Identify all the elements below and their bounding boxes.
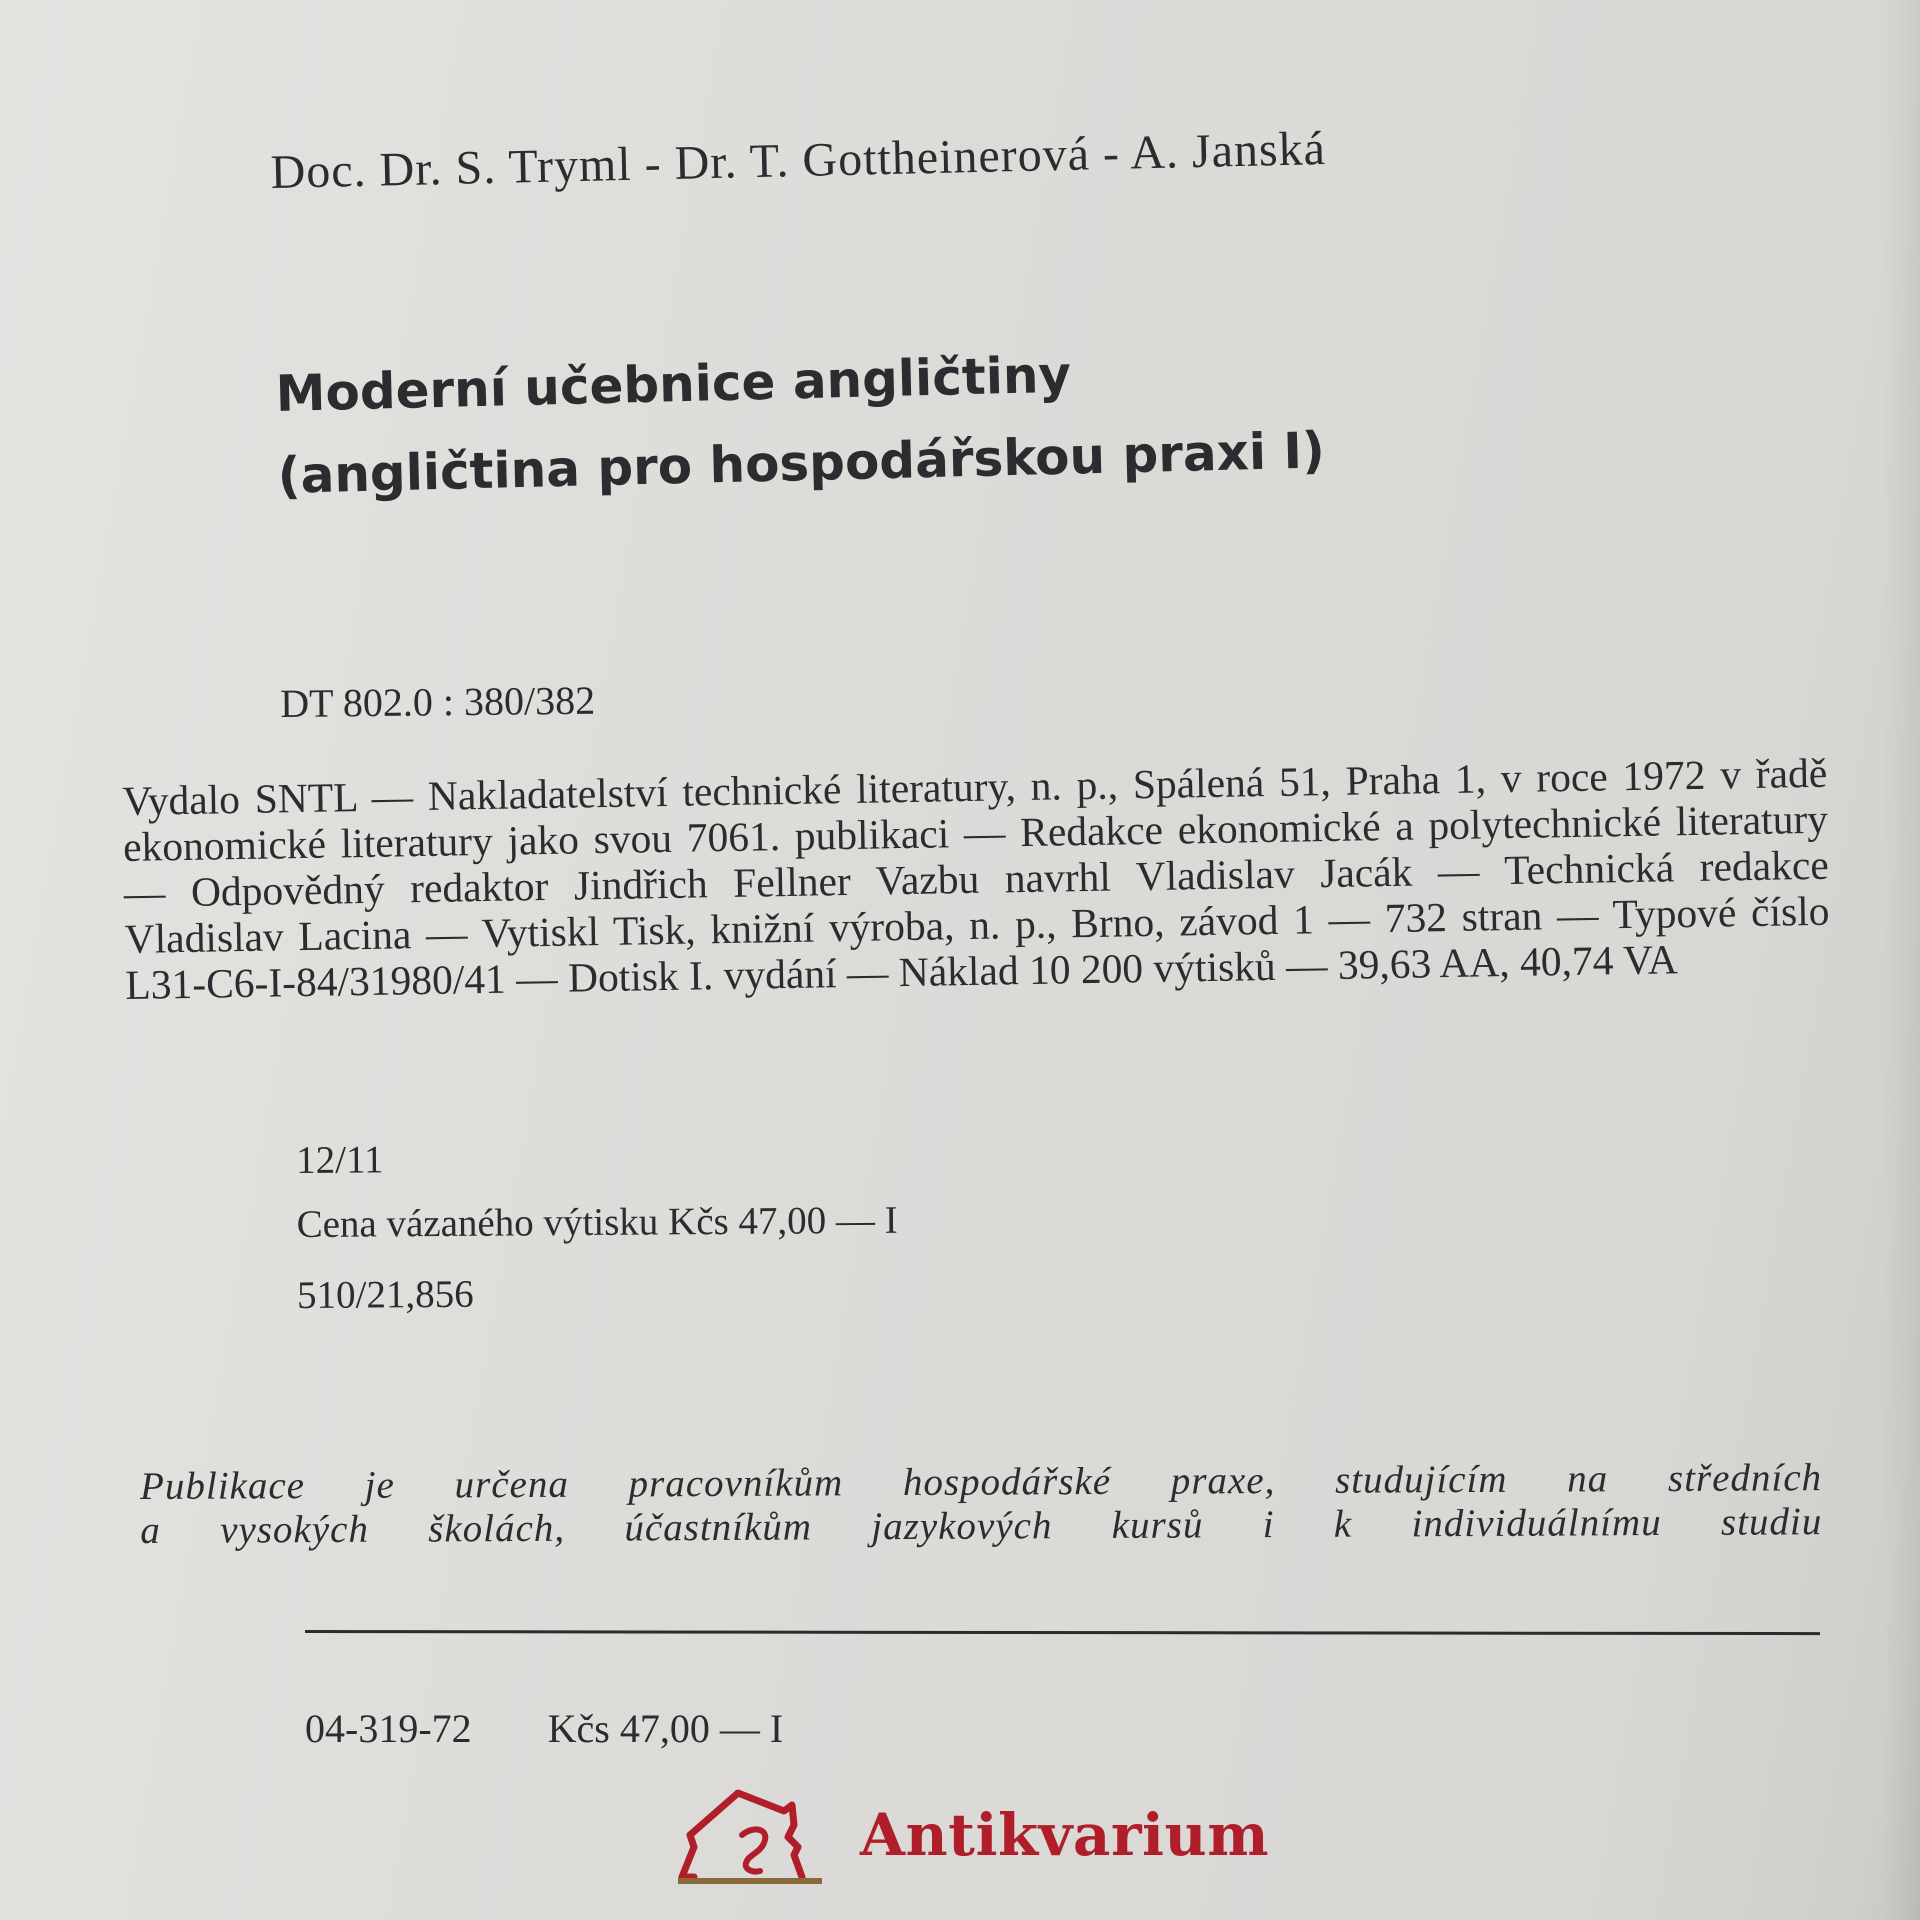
catalog-code: 510/21,856 [296,1272,474,1317]
footer-price: Kčs 47,00 — I [547,1706,784,1751]
antikvarium-logo-icon [672,1785,832,1885]
authors-line: Doc. Dr. S. Tryml - Dr. T. Gottheinerová - A. Janská [270,122,1327,199]
book-title: Moderní učebnice angličtiny [275,345,1072,423]
book-subtitle: (angličtina pro hospodářskou praxi I) [277,421,1326,505]
edition-info [296,1134,898,1317]
imprint-paragraph: Vydalo SNTL — Nakladatelství technické literatury, n. p., Spálená 51, Praha 1, v roce 1972 v řadě ekonomické literatury jako svou 7061. publikaci — Redakce ekonomické a polytechnické literatury — Odpovědný redaktor Jindřich Fellner Vazbu navrhl Vladislav Jacák — Technická redakce Vladislav Lacina — Vytiskl Tisk, knižní výroba, n. p., Brno, závod 1 — 732 stran — Typové číslo L31-C6-I-84/31980/41 — Dotisk I. vydání — Náklad 10 200 výtisků — 39,63 AA, 40,74 VA [122,749,1830,1008]
edition-code: 12/11 [296,1138,384,1182]
antikvarium-watermark [672,1780,1269,1890]
footer-code: 04-319-72 [305,1706,472,1751]
audience-line-1: Publikace je určena pracovníkům hospodářské praxe, studujícím na středních [140,1456,1823,1508]
price-line: Cena vázaného výtisku Kčs 47,00 — I [296,1198,898,1246]
divider-rule [305,1630,1820,1635]
footer-line [305,1705,783,1752]
classification-code: DT 802.0 : 380/382 [280,677,596,726]
audience-note [140,1456,1822,1553]
audience-line-2: a vysokých školách, účastníkům jazykových kursů i k individuálnímu studiu [140,1500,1823,1552]
antikvarium-name: Antikvarium [860,1801,1270,1869]
title-block [275,338,1378,505]
page-edge-shadow [1882,0,1920,1920]
